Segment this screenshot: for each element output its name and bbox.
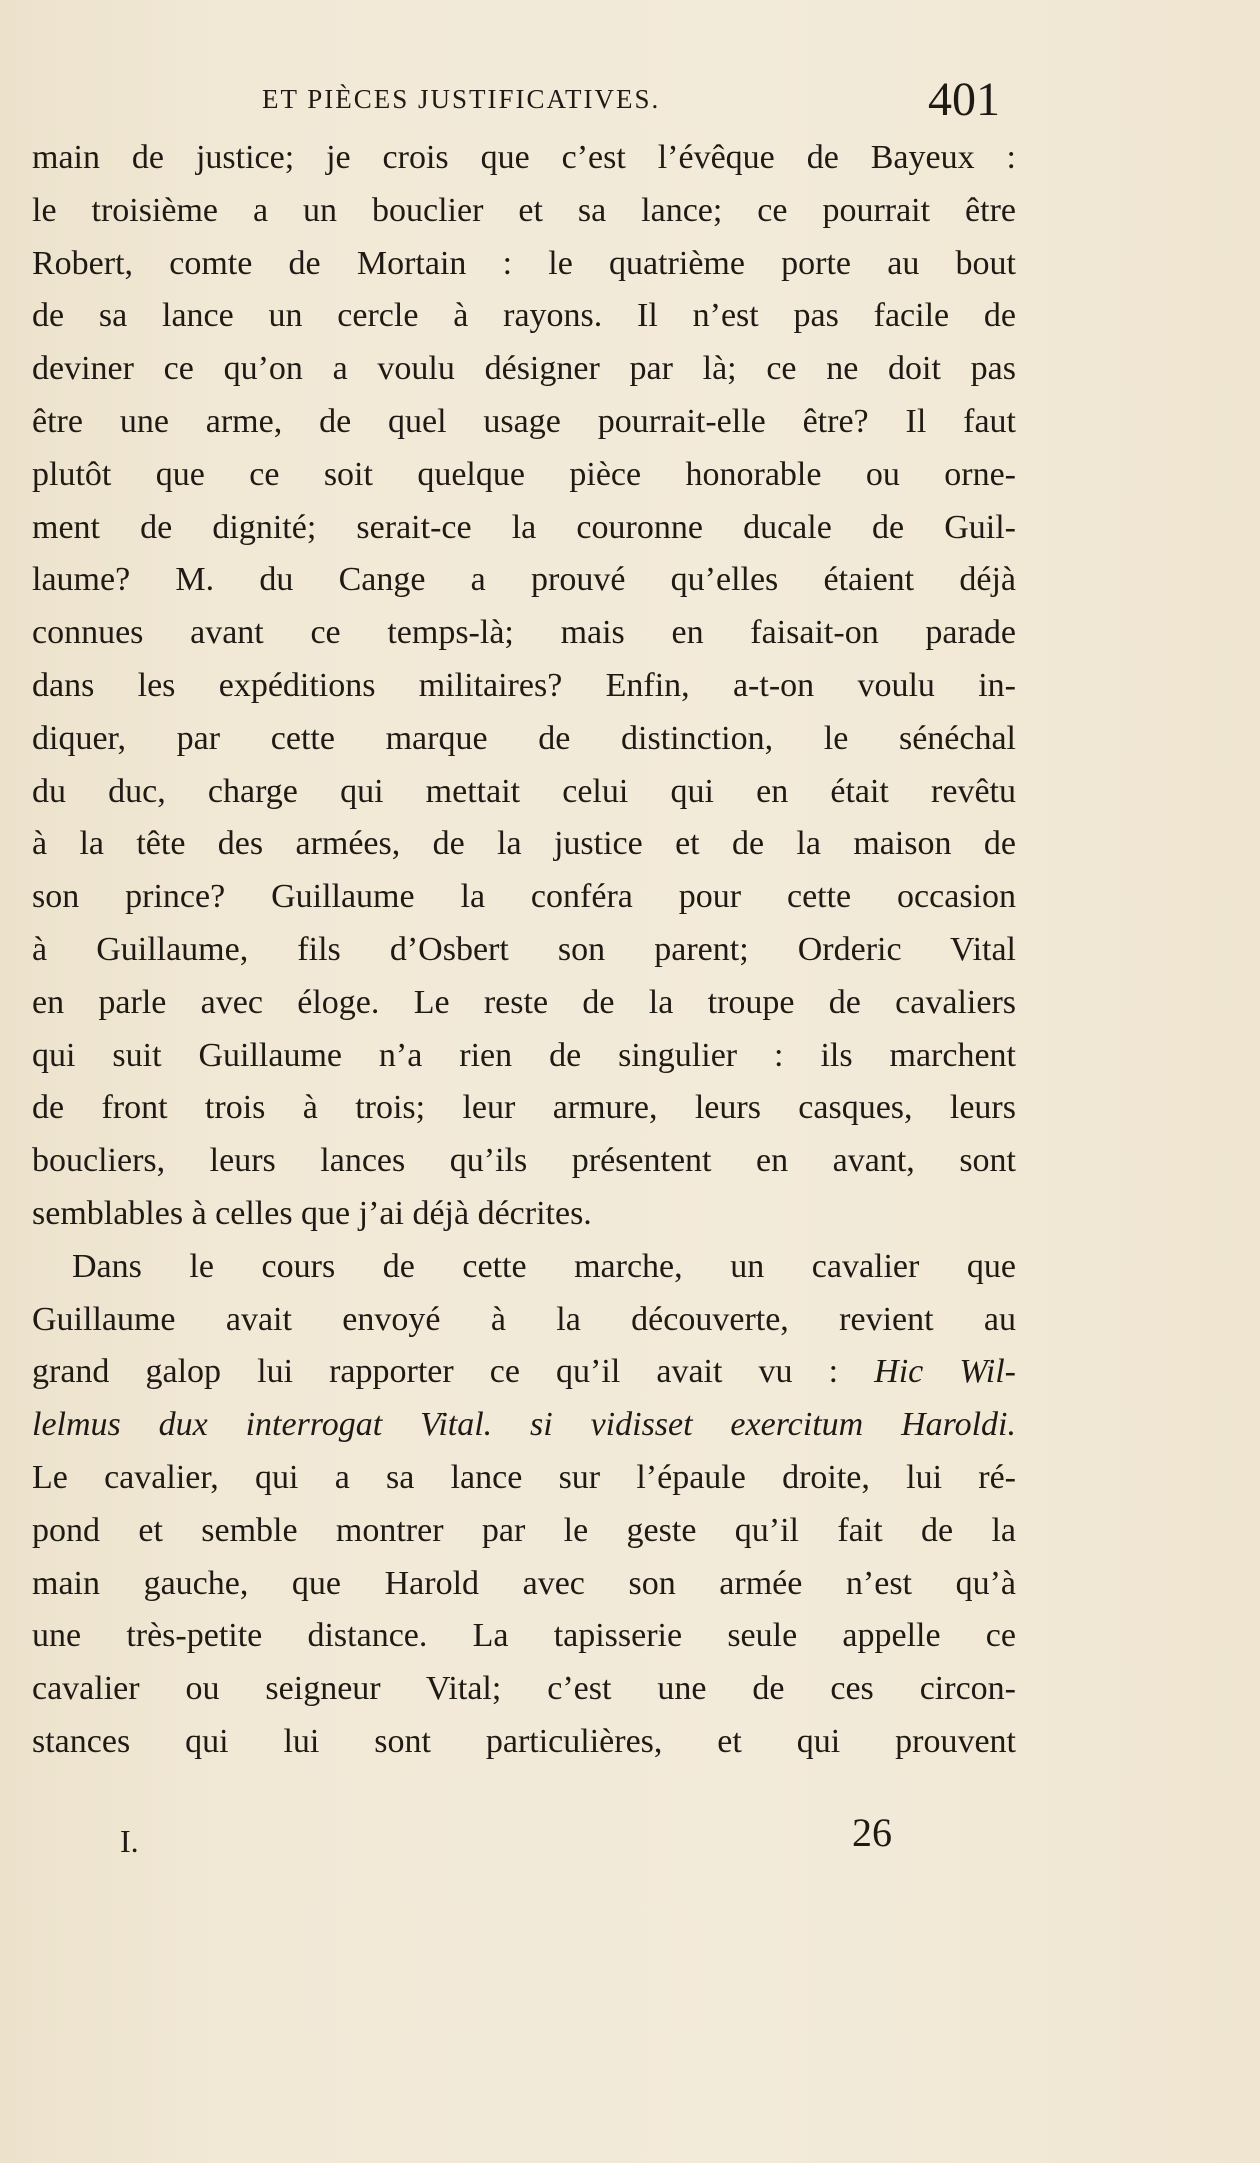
text-line: Le cavalier, qui a sa lance sur l’épaule droite, lui ré- bbox=[32, 1458, 1016, 1496]
text-line: connues avant ce temps-là; mais en faisait-on parade bbox=[32, 614, 1016, 652]
paragraph-first-line: Dans le cours de cette marche, un cavalier que bbox=[72, 1247, 1016, 1285]
text-line: plutôt que ce soit quelque pièce honorable ou orne- bbox=[32, 455, 1016, 493]
text-line: être une arme, de quel usage pourrait-elle être? Il faut bbox=[32, 402, 1016, 440]
text-line: de front trois à trois; leur armure, leurs casques, leurs bbox=[32, 1089, 1016, 1127]
text-line: à Guillaume, fils d’Osbert son parent; Orderic Vital bbox=[32, 930, 1016, 968]
latin-caption-line: lelmus dux interrogat Vital. si vidisset exercitum Haroldi. bbox=[32, 1406, 1016, 1444]
body-text bbox=[32, 132, 1016, 1769]
text-line: stances qui lui sont particulières, et qui prouvent bbox=[32, 1722, 1016, 1760]
text-line: ment de dignité; serait-ce la couronne ducale de Guil- bbox=[32, 508, 1016, 546]
text-line: dans les expéditions militaires? Enfin, a-t-on voulu in- bbox=[32, 666, 1016, 704]
page-number: 401 bbox=[928, 73, 1000, 126]
volume-number: I. bbox=[120, 1823, 139, 1859]
text-roman: grand galop lui rapporter ce qu’il avait vu : bbox=[32, 1353, 875, 1391]
paragraph-last-line: semblables à celles que j’ai déjà décrites. bbox=[32, 1194, 592, 1232]
text-line: main de justice; je crois que c’est l’évêque de Bayeux : bbox=[32, 139, 1016, 176]
text-line: deviner ce qu’on a voulu désigner par là; ce ne doit pas bbox=[32, 350, 1016, 388]
text-line: cavalier ou seigneur Vital; c’est une de ces circon- bbox=[32, 1670, 1016, 1708]
text-line: de sa lance un cercle à rayons. Il n’est pas facile de bbox=[32, 297, 1016, 335]
text-line: main gauche, que Harold avec son armée n’est qu’à bbox=[32, 1564, 1016, 1602]
text-line: boucliers, leurs lances qu’ils présentent en avant, sont bbox=[32, 1142, 1016, 1180]
text-line: à la tête des armées, de la justice et de la maison de bbox=[32, 825, 1016, 863]
text-line: Guillaume avait envoyé à la découverte, revient au bbox=[32, 1300, 1016, 1338]
text-line: diquer, par cette marque de distinction, le sénéchal bbox=[32, 719, 1016, 757]
text-line: Robert, comte de Mortain : le quatrième porte au bout bbox=[32, 244, 1016, 282]
text-line-mixed bbox=[32, 1346, 1016, 1399]
page-footer bbox=[0, 1805, 1260, 1865]
text-line: en parle avec éloge. Le reste de la troupe de cavaliers bbox=[32, 983, 1016, 1021]
text-line: du duc, charge qui mettait celui qui en était revêtu bbox=[32, 772, 1016, 810]
text-line: laume? M. du Cange a prouvé qu’elles étaient déjà bbox=[32, 561, 1016, 599]
running-head: ET PIÈCES JUSTIFICATIVES. bbox=[262, 84, 661, 114]
latin-caption: Hic Wil- bbox=[874, 1353, 1016, 1391]
text-line: une très-petite distance. La tapisserie seule appelle ce bbox=[32, 1617, 1016, 1655]
page-header bbox=[0, 72, 1260, 132]
text-line: le troisième a un bouclier et sa lance; ce pourrait être bbox=[32, 191, 1016, 229]
text-line: pond et semble montrer par le geste qu’il fait de la bbox=[32, 1511, 1016, 1549]
text-line: qui suit Guillaume n’a rien de singulier : ils marchent bbox=[32, 1036, 1016, 1074]
signature-mark: 26 bbox=[852, 1810, 892, 1855]
text-line: son prince? Guillaume la conféra pour cette occasion bbox=[32, 878, 1016, 916]
